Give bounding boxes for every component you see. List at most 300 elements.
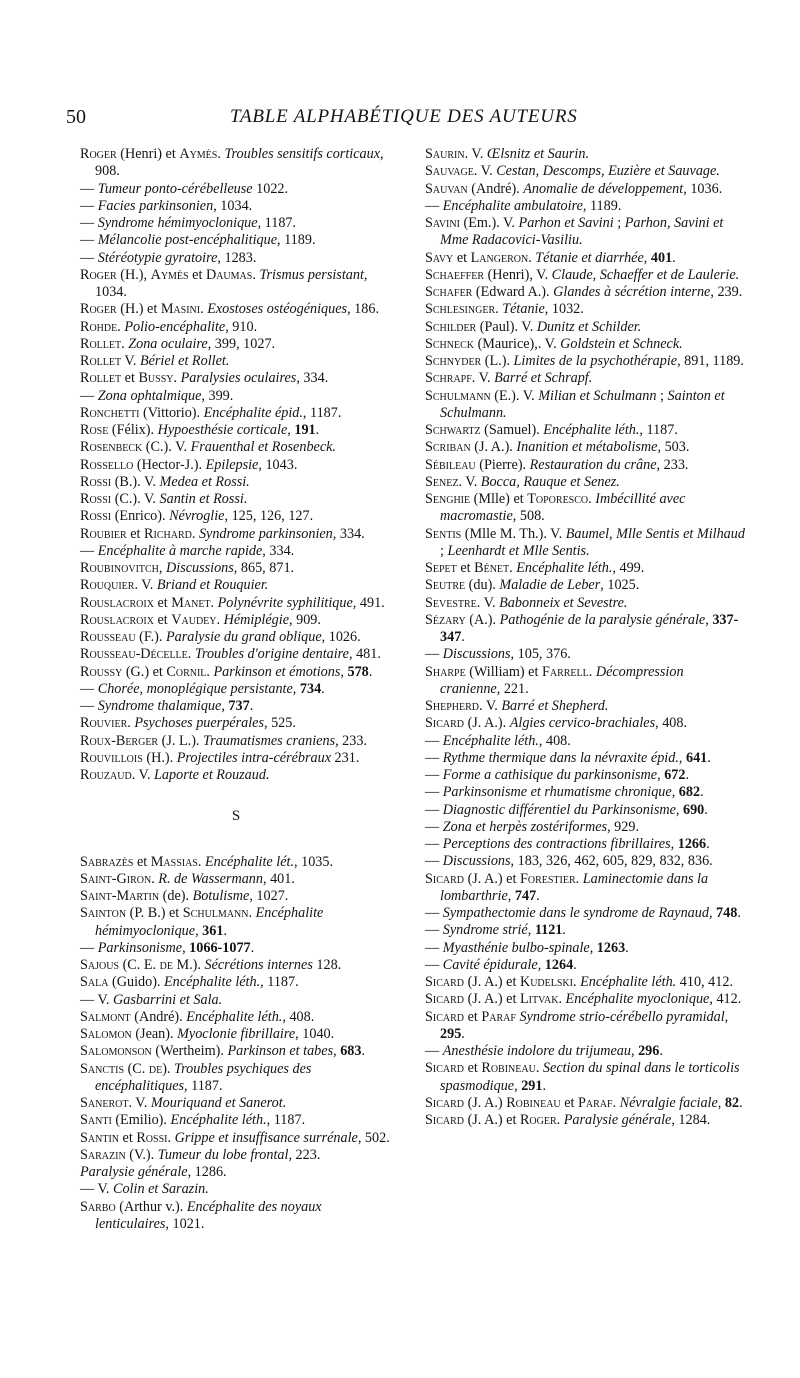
author-name: Sepet xyxy=(425,560,457,576)
index-entry xyxy=(80,1147,392,1164)
index-entry xyxy=(425,802,747,819)
work-title: Botulisme xyxy=(192,888,250,904)
index-entry xyxy=(80,854,392,871)
index-entry xyxy=(80,1130,392,1147)
entry-text: — xyxy=(425,905,443,921)
entry-text: — V. xyxy=(80,991,113,1008)
author-name: Saurin xyxy=(425,146,465,162)
entry-text: ; xyxy=(613,215,625,231)
entry-text: — xyxy=(425,197,443,214)
author-name: Sala xyxy=(80,974,109,991)
entry-text: — xyxy=(425,1043,443,1059)
index-entry xyxy=(80,577,392,594)
entry-text: , xyxy=(527,922,535,939)
index-entry xyxy=(80,664,392,681)
author-name: Sharpe xyxy=(425,663,466,680)
work-title: Encéphalite myoclonique xyxy=(565,991,710,1008)
work-title: Glandes à sécrétion interne xyxy=(553,284,711,300)
entry-text: , 525. xyxy=(263,715,296,732)
work-title: Bériel et Rollet. xyxy=(139,353,230,369)
index-entry xyxy=(80,888,392,905)
work-title: Encéphalite à marche rapide xyxy=(97,542,263,559)
index-entry xyxy=(425,664,747,699)
index-entry xyxy=(425,698,747,715)
entry-text: . xyxy=(612,1094,620,1111)
author-name: Bussy xyxy=(138,370,174,387)
work-title: Discussions xyxy=(166,560,234,576)
author-name: Robineau xyxy=(506,1094,561,1111)
page-ref-bold: 683 xyxy=(340,1043,362,1060)
page-ref-bold: 296 xyxy=(638,1043,660,1059)
work-title: Encéphalite léth. xyxy=(170,1112,267,1129)
entry-text: (C. E. xyxy=(119,957,160,973)
entry-text: , xyxy=(292,680,300,697)
author-name: Roger xyxy=(80,266,117,283)
work-title: Troubles d'origine dentaire xyxy=(194,646,349,663)
entry-text: (du). xyxy=(465,577,500,594)
work-title: Tumeur du lobe frontal xyxy=(157,1146,289,1163)
index-entry xyxy=(425,353,747,370)
entry-text: . xyxy=(173,370,181,387)
index-entry xyxy=(425,974,747,991)
entry-text: . xyxy=(121,335,129,352)
work-title: Tétanie et diarrhée xyxy=(535,249,644,266)
entry-text: — xyxy=(425,939,443,956)
index-entry xyxy=(425,284,747,301)
entry-text: , xyxy=(589,939,597,956)
entry-text: , 233. xyxy=(335,732,367,749)
entry-text: , 908. xyxy=(95,146,384,180)
entry-text: (Henri) et xyxy=(116,146,180,162)
entries-r-list xyxy=(80,146,392,784)
work-title: Pathogénie de la paralysie générale xyxy=(499,611,706,628)
entry-text: , xyxy=(671,784,679,801)
entry-text: (J. A.) et xyxy=(464,974,520,990)
entry-text: et xyxy=(464,1060,482,1077)
index-entry xyxy=(425,595,747,612)
work-title: Gasbarrini et Sala. xyxy=(113,991,223,1008)
entry-text: , xyxy=(340,663,348,680)
work-title: Discussions xyxy=(442,853,511,870)
entry-text: (J. A.). xyxy=(464,715,510,732)
page-ref-bold: 737 xyxy=(228,698,250,714)
running-title: TABLE ALPHABÉTIQUE DES AUTEURS xyxy=(230,106,578,127)
entry-text: . xyxy=(685,767,690,783)
work-title: Syndrome strié xyxy=(442,922,528,939)
work-title: Parkinson et émotions xyxy=(213,663,341,680)
entry-text: . xyxy=(659,1043,663,1059)
entry-text: , xyxy=(678,749,686,766)
work-title: Encéphalite hémimyoclonique xyxy=(95,905,324,939)
entry-text: , 1187. xyxy=(184,1077,223,1094)
entry-text: (C.). V. xyxy=(111,491,160,507)
work-title: Décompression cranienne xyxy=(440,663,684,697)
index-entry xyxy=(80,336,392,353)
work-title: Encéphalite ambulatoire xyxy=(442,197,583,214)
author-name: Daumas xyxy=(205,266,253,283)
author-name: Sanerot xyxy=(80,1095,129,1111)
entry-text: et xyxy=(126,525,145,542)
work-title: Myoclonie fibrillaire xyxy=(177,1026,296,1042)
author-name: Schwartz xyxy=(425,422,481,438)
work-title: Mélancolie post-encéphalitique xyxy=(97,232,277,249)
entry-text: — xyxy=(80,232,98,249)
page-ref-bold: 672 xyxy=(664,767,686,783)
author-name: Rollet xyxy=(80,335,122,352)
work-title: Briand et Rouquier. xyxy=(156,577,269,594)
entry-text: , 233. xyxy=(656,456,689,473)
index-entry xyxy=(425,991,747,1008)
work-title: Parhon, Savini et Mme Radacovici-Vasiliu. xyxy=(440,215,724,249)
index-entry xyxy=(425,1009,747,1044)
entry-text: . xyxy=(249,698,254,714)
index-entry xyxy=(80,698,392,715)
entry-text: . xyxy=(461,1025,465,1042)
entry-text: , 1189. xyxy=(277,232,316,249)
work-title: Baumel, Mlle Sentis et Milhaud xyxy=(565,525,745,542)
author-name: Sicard xyxy=(425,715,465,732)
entry-text: (J. L.). xyxy=(158,732,204,749)
author-name: de xyxy=(159,957,173,973)
entry-text: (de). xyxy=(159,888,193,904)
index-entry xyxy=(425,1060,747,1095)
entry-text: , xyxy=(221,698,229,714)
work-title: Polio-encéphalite xyxy=(124,318,226,335)
entry-text: — xyxy=(425,801,443,818)
entry-text: (C. xyxy=(124,1060,149,1077)
entry-text: . xyxy=(206,663,214,680)
entry-text: — xyxy=(425,732,443,749)
entry-text: , xyxy=(717,1094,725,1111)
author-name: Sarazin xyxy=(80,1146,126,1163)
author-name: Bénet xyxy=(474,560,510,576)
author-name: Sentis xyxy=(425,525,462,542)
index-entry xyxy=(425,181,747,198)
work-title: Laminectomie dans la lombarthrie xyxy=(440,870,709,904)
entry-text: (Wertheim). xyxy=(151,1043,228,1060)
entry-text: . xyxy=(361,1043,366,1060)
index-entry xyxy=(425,439,747,456)
entry-text: , xyxy=(158,560,166,576)
entry-text: , xyxy=(287,422,295,438)
author-name: Rohde xyxy=(80,318,118,335)
entry-text: . xyxy=(535,1060,543,1077)
work-title: Frauenthal et Rosenbeck. xyxy=(190,439,336,456)
author-name: Santi xyxy=(80,1112,112,1129)
entry-text: , 502. xyxy=(357,1129,390,1146)
entry-text: , xyxy=(537,956,545,973)
entries-s-list xyxy=(80,854,392,1234)
work-title: Anesthésie indolore du trijumeau xyxy=(442,1043,631,1059)
work-title: Facies parkinsonien xyxy=(97,197,214,214)
index-entry xyxy=(425,784,747,801)
author-name: Scriban xyxy=(425,439,471,456)
entry-text: , 891, 1189. xyxy=(677,353,744,369)
entry-text: . xyxy=(562,922,566,939)
work-title: Parhon et Savini xyxy=(518,215,614,231)
author-name: Saint-Martin xyxy=(80,888,160,904)
entry-text: , 503. xyxy=(657,439,690,456)
work-title: Claude, Schaeffer et de Laulerie. xyxy=(551,266,740,283)
entry-text: (Mlle) et xyxy=(470,491,528,507)
index-entry xyxy=(80,974,392,991)
index-entry xyxy=(80,905,392,940)
page-ref-bold: 747 xyxy=(514,887,537,904)
work-title: Encéphalite léth. xyxy=(516,560,613,576)
entry-text: , xyxy=(675,801,683,818)
index-entry xyxy=(80,215,392,232)
author-name: Rouzaud xyxy=(80,767,132,783)
entry-text: , xyxy=(657,767,665,783)
work-title: Encéphalite léth. xyxy=(186,1008,283,1025)
entry-text: (C.). V. xyxy=(142,439,191,456)
entries-s-continued-list xyxy=(425,146,747,1129)
author-name: Sevestre xyxy=(425,594,477,611)
author-name: Paraf xyxy=(578,1094,613,1111)
entry-text: — xyxy=(425,922,443,939)
entry-text: (Félix). xyxy=(108,422,158,438)
index-entry xyxy=(425,146,747,163)
work-title: Paralysies oculaires xyxy=(180,370,297,387)
work-title: Laporte et Rouzaud. xyxy=(154,767,270,783)
author-name: Rossello xyxy=(80,456,134,473)
index-entry xyxy=(80,439,392,456)
entry-text: , 1032. xyxy=(544,301,584,318)
entry-text: , xyxy=(514,1077,522,1094)
work-title: Milian et Schulmann xyxy=(538,387,657,404)
entry-text: . xyxy=(117,318,125,335)
entry-text: (Em.). V. xyxy=(459,215,519,231)
work-title: Paralysie générale xyxy=(563,1112,672,1128)
work-title: Encéphalite lét. xyxy=(204,853,295,870)
entry-text: , 334. xyxy=(262,542,295,559)
work-title: Syndrome parkinsonien xyxy=(198,525,333,542)
entry-text: , 1043. xyxy=(258,456,298,473)
index-entry xyxy=(425,612,747,647)
index-entry xyxy=(80,733,392,750)
entry-text: . V. xyxy=(471,370,495,387)
author-name: Santin xyxy=(80,1129,119,1146)
index-entry xyxy=(80,1164,392,1181)
work-title: Syndrome strio-cérébello pyramidal xyxy=(519,1008,725,1025)
entry-text: , 1034. xyxy=(213,197,253,214)
entry-text: (B.). V. xyxy=(111,473,160,490)
author-name: Schnyder xyxy=(425,353,482,369)
work-title: Colin et Sarazin. xyxy=(113,1181,209,1198)
entry-text: (J. A.) xyxy=(464,1094,507,1111)
entry-text: , 1036. xyxy=(683,180,723,197)
index-entry xyxy=(80,491,392,508)
work-title: Babonneix et Sevestre. xyxy=(499,594,628,611)
author-name: Roger xyxy=(80,146,117,162)
entry-text: . xyxy=(217,146,225,162)
page-ref-bold: 578 xyxy=(347,663,369,680)
work-title: Chorée, monoplégique persistante xyxy=(97,680,293,697)
entry-text: . xyxy=(250,939,255,956)
entry-text: . xyxy=(575,870,583,887)
work-title: R. de Wassermann xyxy=(158,870,263,887)
entry-text: (Paul). V. xyxy=(476,318,537,335)
entry-text: . xyxy=(495,301,503,318)
entry-text: (Henri), V. xyxy=(484,266,552,283)
index-entry xyxy=(80,543,392,560)
entry-text: (Jean). xyxy=(131,1026,178,1042)
author-name: Rose xyxy=(80,422,109,438)
author-name: Rouquier xyxy=(80,577,135,594)
entry-text: . xyxy=(127,715,135,732)
entry-text: (G.) et xyxy=(122,663,167,680)
index-entry xyxy=(425,750,747,767)
entry-text: (P. B.) et xyxy=(126,905,183,922)
index-entry xyxy=(80,681,392,698)
index-entry xyxy=(80,957,392,974)
entry-text: (L.). xyxy=(481,353,514,369)
work-title: Exostoses ostéogéniques xyxy=(207,301,348,318)
entry-text: et xyxy=(153,594,172,611)
entry-text: , 1189. xyxy=(582,197,622,214)
author-name: Rossi xyxy=(80,508,112,525)
author-name: Roubinovitch xyxy=(80,560,159,576)
index-entry xyxy=(80,267,392,302)
entry-text: — xyxy=(80,698,98,714)
author-name: Schneck xyxy=(425,335,475,352)
index-entry xyxy=(425,250,747,267)
entry-text: . xyxy=(216,611,224,628)
entry-text: 410, 412. xyxy=(676,974,733,990)
work-title: Section du spinal dans le torticolis spasmodique xyxy=(440,1060,740,1094)
entry-text: — xyxy=(425,767,443,783)
entry-text: , 1026. xyxy=(321,629,361,645)
entry-text: (Vittorio). xyxy=(139,404,204,421)
author-name: Schafer xyxy=(425,284,473,300)
entry-text: . xyxy=(151,870,159,887)
index-entry xyxy=(425,163,747,180)
index-entry xyxy=(80,232,392,249)
page-ref-bold: 295 xyxy=(440,1025,462,1042)
work-title: Encéphalite léth. xyxy=(580,974,677,990)
entry-text: (J. A.) et xyxy=(464,991,520,1008)
work-title: Parkinson et tabes xyxy=(227,1043,334,1060)
entry-text: , 239. xyxy=(710,284,743,300)
index-entry xyxy=(425,336,747,353)
author-name: Senez xyxy=(425,473,459,490)
author-name: Sainton xyxy=(80,905,127,922)
index-entry xyxy=(425,957,747,974)
entry-text: , 408. xyxy=(538,732,571,749)
author-name: Sauvan xyxy=(425,180,468,197)
entry-text: (Edward A.). xyxy=(472,284,554,300)
entry-text: . xyxy=(573,974,581,990)
index-entry xyxy=(80,319,392,336)
entry-text: , 221. xyxy=(496,680,529,697)
page-ref-bold: 191 xyxy=(294,422,316,438)
index-entry xyxy=(80,301,392,318)
page-ref-bold: 291 xyxy=(521,1077,543,1094)
index-entry xyxy=(425,422,747,439)
entry-text: , 183, 326, 462, 605, 829, 832, 836. xyxy=(510,853,713,870)
entry-text: . xyxy=(672,249,676,266)
page-ref-bold: 690 xyxy=(682,801,705,818)
author-name: Schlesinger xyxy=(425,301,496,318)
entry-text: , 1034. xyxy=(95,266,368,300)
entry-text: , 481. xyxy=(348,646,381,663)
work-title: Projectiles intra-cérébraux xyxy=(176,749,331,766)
index-entry xyxy=(80,1095,392,1112)
entry-text: , 1187. xyxy=(266,1112,306,1129)
index-entry xyxy=(80,629,392,646)
entry-text: , xyxy=(182,939,190,956)
work-title: Troubles sensitifs corticaux xyxy=(224,146,380,162)
index-entry xyxy=(425,267,747,284)
index-entry xyxy=(80,457,392,474)
entry-text: . V. xyxy=(134,577,157,594)
work-title: Leenhardt et Mlle Sentis. xyxy=(447,542,590,559)
index-entry xyxy=(425,646,747,663)
author-name: Salomonson xyxy=(80,1043,152,1060)
author-name: Saint-Giron xyxy=(80,870,152,887)
entry-text: (Enrico). xyxy=(111,508,170,525)
work-title: Névroglie xyxy=(169,508,225,525)
author-name: Rossi xyxy=(136,1129,168,1146)
author-name: Schrapf xyxy=(425,370,472,387)
author-name: Schaeffer xyxy=(425,266,485,283)
index-entry xyxy=(80,388,392,405)
work-title: Grippe et insuffisance surrénale xyxy=(174,1129,358,1146)
page-ref-bold: 682 xyxy=(678,784,701,801)
author-name: Salomon xyxy=(80,1026,132,1042)
author-name: Paraf xyxy=(481,1008,516,1025)
entry-text: . xyxy=(248,905,256,922)
entry-text: et xyxy=(119,1129,137,1146)
entry-text: (Emilio). xyxy=(111,1112,171,1129)
work-title: Myasthénie bulbo-spinale xyxy=(442,939,590,956)
work-title: Zona oculaire xyxy=(128,335,208,352)
entry-text: . xyxy=(167,1129,175,1146)
index-entry xyxy=(80,940,392,957)
author-name: Sicard xyxy=(425,1112,465,1128)
page-ref-bold: 82 xyxy=(724,1094,740,1111)
author-name: Rouslacroix xyxy=(80,594,154,611)
entry-text: 1022. xyxy=(252,180,289,197)
entry-text: . xyxy=(739,1094,743,1111)
right-column xyxy=(425,146,747,1129)
author-name: Schulmann xyxy=(182,905,249,922)
entry-text: , 1021. xyxy=(165,1215,205,1232)
author-name: Masini xyxy=(160,301,201,318)
entry-text: , 399, 1027. xyxy=(207,335,276,352)
author-name: Farrell xyxy=(541,663,589,680)
entry-text: 128. xyxy=(312,957,342,973)
author-name: Roussy xyxy=(80,663,123,680)
author-name: de xyxy=(148,1060,163,1077)
index-entry xyxy=(425,474,747,491)
index-entry xyxy=(80,1043,392,1060)
entry-text: , 508. xyxy=(512,508,545,525)
entry-text: . xyxy=(210,594,218,611)
entry-text: , xyxy=(708,905,717,921)
index-entry xyxy=(425,388,747,423)
author-name: Roger xyxy=(519,1112,557,1128)
entry-text: (A.). xyxy=(465,611,500,628)
entry-text: , 334. xyxy=(296,370,329,387)
entry-text: . V. xyxy=(131,767,155,783)
entry-text: , 401. xyxy=(262,870,295,887)
entry-text: , 223. xyxy=(288,1146,321,1163)
entry-text: . xyxy=(625,939,629,956)
entry-text: — V. xyxy=(80,1181,113,1198)
entry-text: (André). xyxy=(467,180,524,197)
entry-text: , xyxy=(705,611,713,628)
